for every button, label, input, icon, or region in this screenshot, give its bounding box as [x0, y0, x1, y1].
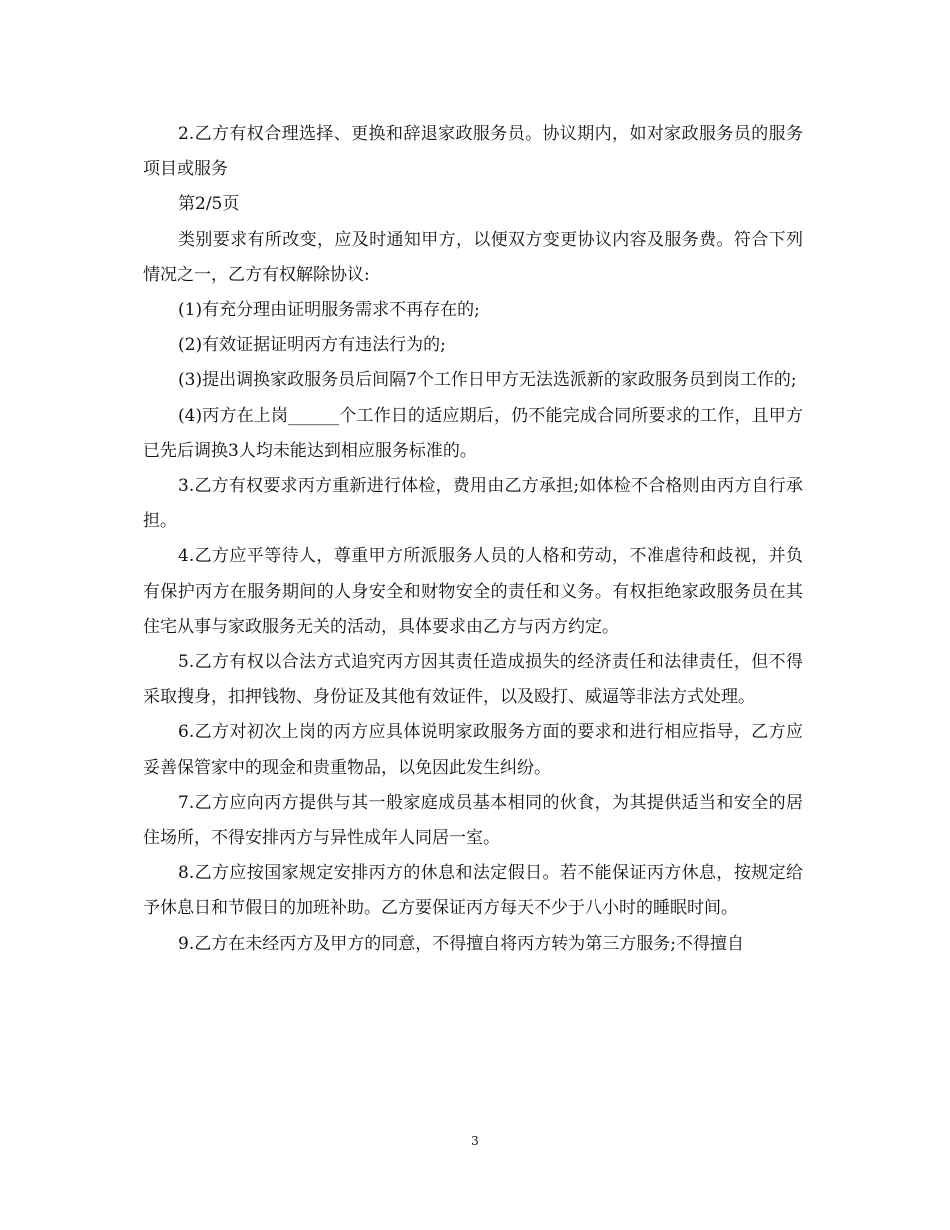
paragraph-clause-6: 6.乙方对初次上岗的丙方应具体说明家政服务方面的要求和进行相应指导，乙方应妥善保管家中的现金和贵重物品，以免因此发生纠纷。 — [143, 722, 803, 778]
paragraph-clause-8: 8.乙方应按国家规定安排丙方的休息和法定假日。若不能保证丙方休息，按规定给予休息日和节假日的加班补助。乙方要保证丙方每天不少于八小时的睡眠时间。 — [143, 863, 803, 919]
paragraph-condition-2: (2)有效证据证明丙方有违法行为的; — [178, 335, 446, 356]
paragraph-condition-3: (3)提出调换家政服务员后间隔7个工作日甲方无法选派新的家政服务员到岗工作的; — [178, 370, 797, 391]
paragraph-condition-4: (4)丙方在上岗______个工作日的适应期后，仍不能完成合同所要求的工作，且甲方已先后调换3人均未能达到相应服务标准的。 — [143, 405, 803, 461]
paragraph-clause-5: 5.乙方有权以合法方式追究丙方因其责任造成损失的经济责任和法律责任，但不得采取搜身，扣押钱物、身份证及其他有效证件，以及殴打、威逼等非法方式处理。 — [143, 652, 803, 708]
page-marker-2-of-5: 第2/5页 — [178, 194, 240, 215]
paragraph-clause-9: 9.乙方在未经丙方及甲方的同意，不得擅自将丙方转为第三方服务;不得擅自 — [178, 933, 744, 954]
paragraph-condition-1: (1)有充分理由证明服务需求不再存在的; — [178, 300, 480, 321]
paragraph-clause-4: 4.乙方应平等待人，尊重甲方所派服务人员的人格和劳动，不准虐待和歧视，并负有保护丙方在服务期间的人身安全和财物安全的责任和义务。有权拒绝家政服务员在其住宅从事与家政服务无关的活动，具体要求由乙方与丙方约定。 — [143, 546, 803, 637]
document-body — [143, 117, 803, 962]
paragraph-clause-7: 7.乙方应向丙方提供与其一般家庭成员基本相同的伙食，为其提供适当和安全的居住场所，不得安排丙方与异性成年人同居一室。 — [143, 792, 803, 849]
paragraph-clause-2: 2.乙方有权合理选择、更换和辞退家政服务员。协议期内，如对家政服务员的服务项目或服务 — [143, 124, 803, 180]
paragraph-termination-conditions: 类别要求有所改变，应及时通知甲方，以便双方变更协议内容及服务费。符合下列情况之一，乙方有权解除协议: — [143, 229, 803, 285]
paragraph-clause-3: 3.乙方有权要求丙方重新进行体检，费用由乙方承担;如体检不合格则由丙方自行承担。 — [143, 476, 803, 532]
page-number: 3 — [471, 1134, 479, 1148]
